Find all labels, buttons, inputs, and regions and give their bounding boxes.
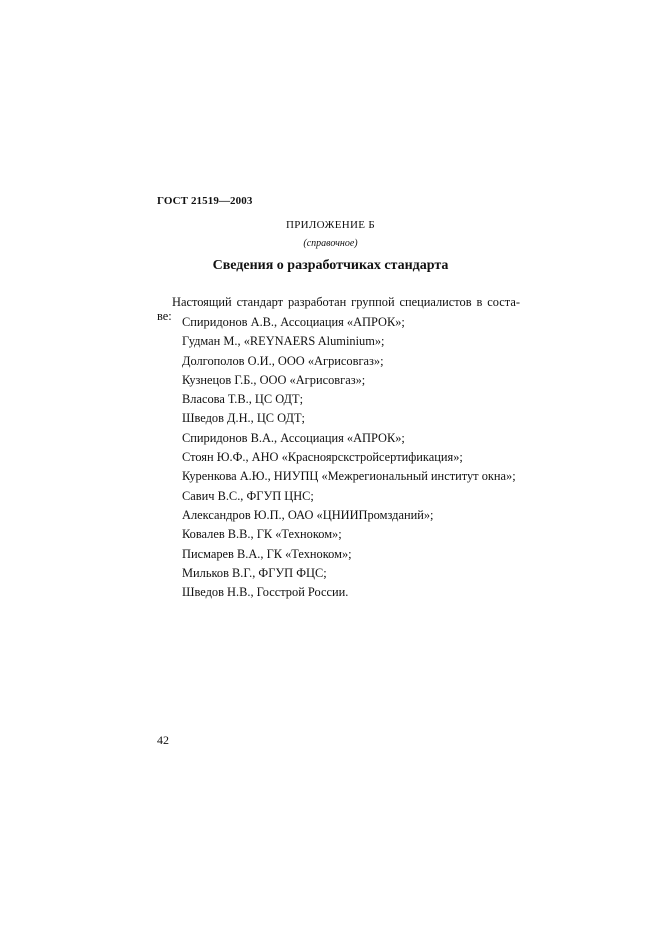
list-item: Куренкова А.Ю., НИУПЦ «Межрегиональный институт окна»; [182,469,516,484]
appendix-note: (справочное) [303,238,358,249]
list-item: Долгополов О.И., ООО «Агрисовгаз»; [182,353,384,368]
list-item: Кузнецов Г.Б., ООО «Агрисовгаз»; [182,372,366,387]
list-item: Гудман М., «REYNAERS Aluminium»; [182,334,385,349]
list-item: Александров Ю.П., ОАО «ЦНИИПромзданий»; [182,507,434,522]
list-item: Ковалев В.В., ГК «Техноком»; [182,527,342,542]
list-item: Шведов Н.В., Госстрой России. [182,585,349,600]
list-item: Мильков В.Г., ФГУП ФЦС; [182,565,327,580]
section-title: Сведения о разработчиках стандарта [212,258,449,273]
list-item: Писмарев В.А., ГК «Техноком»; [182,546,352,561]
list-item: Стоян Ю.Ф., АНО «Красноярскстройсертификация»; [182,450,463,465]
list-item: Спиридонов В.А., Ассоциация «АПРОК»; [182,430,405,445]
list-item: Власова Т.В., ЦС ОДТ; [182,392,304,407]
list-item: Спиридонов А.В., Ассоциация «АПРОК»; [182,315,405,329]
developers-list [182,313,516,602]
document-code: ГОСТ 21519—2003 [157,195,253,207]
appendix-label: ПРИЛОЖЕНИЕ Б [286,219,375,231]
list-item: Савич В.С., ФГУП ЦНС; [182,488,314,503]
page-number: 42 [157,733,169,747]
list-item: Шведов Д.Н., ЦС ОДТ; [182,411,305,426]
intro-paragraph: Настоящий стандарт разработан группой специалистов в соста- ве: [157,295,520,324]
